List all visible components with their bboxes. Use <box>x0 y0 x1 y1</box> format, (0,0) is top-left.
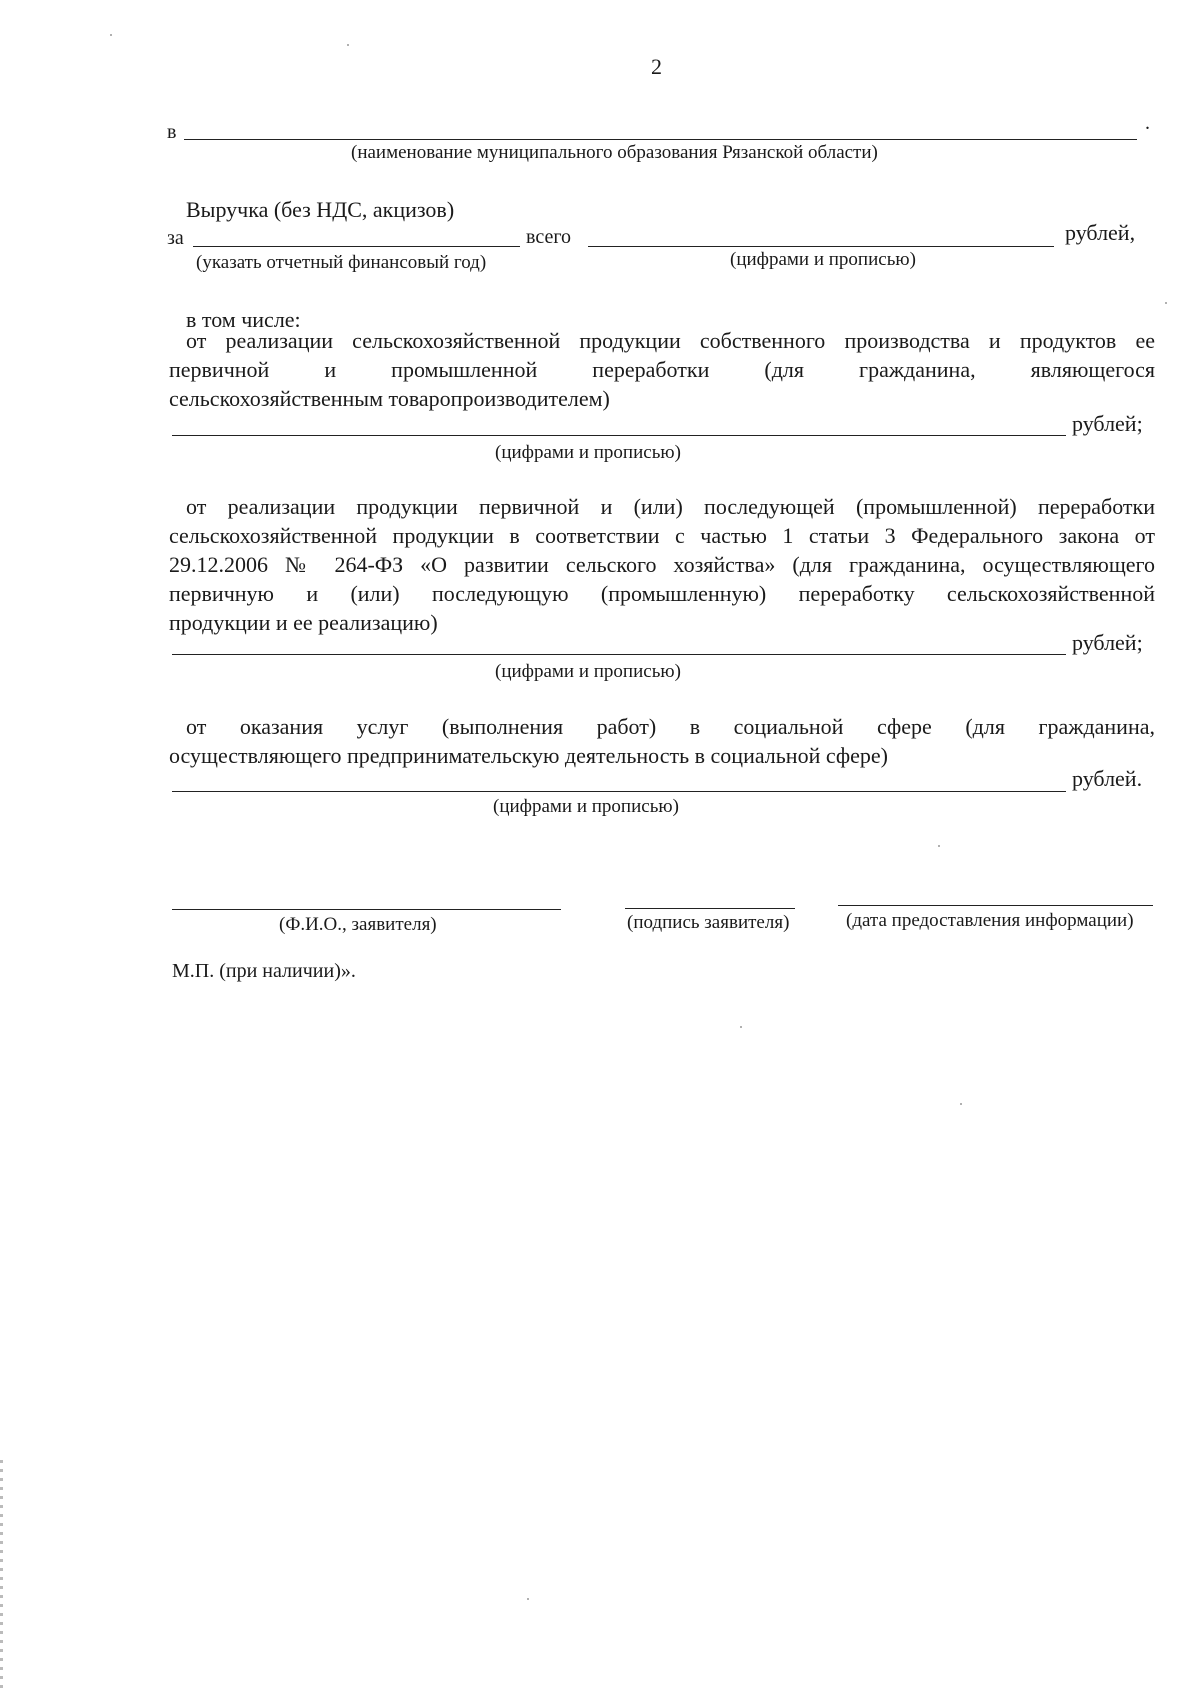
item-3-unit: рублей. <box>1072 766 1143 791</box>
reporting-year-caption: (указать отчетный финансовый год) <box>196 252 487 273</box>
scan-speck <box>110 34 112 36</box>
item-2-unit: рублей; <box>1072 630 1143 655</box>
applicant-name-caption: (Ф.И.О., заявителя) <box>279 914 437 935</box>
item-2-caption: (цифрами и прописью) <box>495 661 681 682</box>
scan-speck <box>938 845 940 847</box>
item-2-line-1: от реализации продукции первичной и (или) последующей (промышленной) переработки <box>186 494 1155 519</box>
applicant-signature-input-line[interactable] <box>625 908 795 909</box>
item-3-caption: (цифрами и прописью) <box>493 796 679 817</box>
submission-date-caption: (дата предоставления информации) <box>846 910 1134 931</box>
stamp-note: М.П. (при наличии)». <box>172 960 356 982</box>
item-2-amount-input-line[interactable] <box>172 654 1066 655</box>
item-2-line-4: первичную и (или) последующую (промышленную) переработку сельскохозяйственной <box>169 581 1155 606</box>
item-1-caption: (цифрами и прописью) <box>495 442 681 463</box>
item-1-line-2: первичной и промышленной переработки (для гражданина, являющегося <box>169 357 1155 382</box>
municipality-end-mark: . <box>1145 112 1150 134</box>
item-1-unit: рублей; <box>1072 411 1143 436</box>
scan-speck <box>960 1103 962 1105</box>
item-2-text <box>169 492 1155 637</box>
item-3-amount-input-line[interactable] <box>172 791 1066 792</box>
including-label: в том числе: <box>186 307 301 332</box>
revenue-unit: рублей, <box>1065 220 1136 245</box>
item-1-line-1: от реализации сельскохозяйственной продукции собственного производства и продуктов ее <box>186 328 1155 353</box>
revenue-total-caption: (цифрами и прописью) <box>730 249 916 270</box>
applicant-signature-caption: (подпись заявителя) <box>627 912 790 933</box>
reporting-year-input-line[interactable] <box>193 246 520 247</box>
scan-speck <box>527 1598 529 1600</box>
applicant-name-input-line[interactable] <box>172 909 561 910</box>
revenue-for-label: за <box>167 227 184 249</box>
page-number: 2 <box>651 54 662 79</box>
item-2-line-2: сельскохозяйственной продукции в соответствии с частью 1 статьи 3 Федерального закона от <box>169 523 1155 548</box>
scan-speck <box>347 44 349 46</box>
item-3-text <box>169 712 1155 770</box>
municipality-prefix: в <box>167 121 177 143</box>
item-2-line-5: продукции и ее реализацию) <box>169 610 438 635</box>
item-3-line-1: от оказания услуг (выполнения работ) в социальной сфере (для гражданина, <box>186 714 1155 739</box>
scan-edge-mark <box>0 1460 3 1690</box>
revenue-total-input-line[interactable] <box>588 246 1054 247</box>
revenue-total-label: всего <box>526 226 572 248</box>
municipality-caption: (наименование муниципального образования Рязанской области) <box>351 142 878 163</box>
item-1-amount-input-line[interactable] <box>172 435 1066 436</box>
item-1-text <box>169 326 1155 413</box>
municipality-input-line[interactable] <box>184 139 1137 140</box>
revenue-heading: Выручка (без НДС, акцизов) <box>186 197 455 222</box>
scan-speck <box>1165 302 1167 304</box>
item-1-line-3: сельскохозяйственным товаропроизводителем) <box>169 386 610 411</box>
scan-speck <box>740 1026 742 1028</box>
submission-date-input-line[interactable] <box>838 905 1153 906</box>
item-2-line-3: 29.12.2006 № 264-ФЗ «О развитии сельского хозяйства» (для гражданина, осуществляющего <box>169 552 1155 577</box>
item-3-line-2: осуществляющего предпринимательскую деятельность в социальной сфере) <box>169 743 888 768</box>
